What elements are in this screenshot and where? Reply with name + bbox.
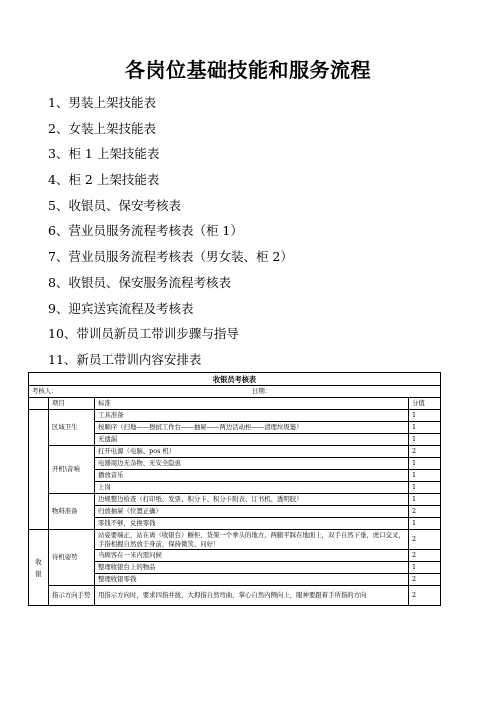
table-title: 收银员考核表: [29, 373, 441, 386]
inspector-label: 考核人：: [32, 387, 58, 395]
score-cell: 1: [409, 562, 441, 574]
standard-cell: 站姿要端正，站在离（收银台）橱柜、货架一个拳头的地方，两腿平踩在地面上，双手自然下垂，虎口交叉，手指相握自然放于身前，保持微笑、问好！: [95, 530, 409, 550]
standard-cell: 整理收银零钱: [95, 574, 409, 586]
group-name: 开机\音响: [49, 446, 95, 494]
toc-item: 6、营业员服务流程考核表（柜 1）: [48, 223, 243, 239]
standard-cell: 整理收银台上的物品: [95, 562, 409, 574]
table-row: [29, 530, 441, 550]
table-row: [29, 494, 441, 506]
toc-item: 3、柜 1 上架技能表: [48, 146, 160, 162]
table-of-contents: [48, 90, 293, 373]
header-score: 分值: [409, 398, 441, 410]
table-row: [29, 586, 441, 606]
score-cell: 1: [409, 482, 441, 494]
standard-cell: 边规整边检查（打印纸、发票、积分卡、积分卡附表、订书机、透明胶）: [95, 494, 409, 506]
toc-item: 5、收银员、保安考核表: [48, 197, 181, 213]
toc-item: 10、带训员新员工带训步骤与指导: [48, 326, 239, 342]
cashier-assessment-table: [28, 372, 441, 606]
toc-item: 4、柜 2 上架技能表: [48, 172, 160, 188]
group-name: 指示方向手势: [49, 586, 95, 606]
score-cell: 2: [409, 586, 441, 606]
header-standard: 标准: [95, 398, 409, 410]
group-name: 区域卫生: [49, 410, 95, 446]
standard-cell: 上岗: [95, 482, 409, 494]
score-cell: 1: [409, 470, 441, 482]
standard-cell: 按顺序（扫地——擦拭工作台——抽屉——两边活动柜——清理垃圾篓）: [95, 422, 409, 434]
score-cell: 1: [409, 422, 441, 434]
standard-cell: 工具准备: [95, 410, 409, 422]
score-cell: 1: [409, 518, 441, 530]
date-label: 日期：: [252, 387, 272, 395]
department-char: 银: [35, 569, 42, 578]
document-title: 各岗位基础技能和服务流程: [125, 58, 371, 82]
standard-cell: 零钱不够，兑换零钱: [95, 518, 409, 530]
header-blank: [29, 398, 49, 410]
toc-item: 2、女装上架技能表: [48, 120, 156, 136]
score-cell: 1: [409, 458, 441, 470]
group-name: 待机姿势: [49, 530, 95, 586]
table-row: [29, 446, 441, 458]
score-cell: 2: [409, 550, 441, 562]
table-header-row: [29, 398, 441, 410]
score-cell: 2: [409, 506, 441, 518]
toc-item: 7、营业员服务流程考核表（男女装、柜 2）: [48, 249, 293, 265]
toc-item: 9、迎宾送宾流程及考核表: [48, 300, 194, 316]
toc-item: 1、男装上架技能表: [48, 95, 156, 110]
group-name: 物料准备: [49, 494, 95, 530]
table-row: [29, 410, 441, 422]
department-char: 收: [35, 557, 42, 566]
toc-item: 11、新员工带训内容安排表: [48, 351, 202, 367]
header-item: 项目: [49, 398, 95, 410]
toc-item: 8、收银员、保安服务流程考核表: [48, 274, 231, 290]
standard-cell: 电器周边无杂物、无安全隐患: [95, 458, 409, 470]
standard-cell: 当顾客在一米内需问候: [95, 550, 409, 562]
department-cell: [29, 530, 49, 606]
score-cell: 2: [409, 574, 441, 586]
dept-blank-cell: [29, 410, 49, 530]
score-cell: 1: [409, 434, 441, 446]
score-cell: 1: [409, 494, 441, 506]
standard-cell: 无遗漏: [95, 434, 409, 446]
standard-cell: 用指示方向时，要求四指并拢，大拇指自然弯曲，掌心自然内侧向上，眼神要跟着手所指的方向: [95, 586, 409, 606]
score-cell: 1: [409, 410, 441, 422]
table-meta-row: [29, 386, 441, 398]
score-cell: 2: [409, 530, 441, 550]
standard-cell: 打开电源（电脑、pos 机）: [95, 446, 409, 458]
score-cell: 2: [409, 446, 441, 458]
standard-cell: 归放抽屉（位置正确）: [95, 506, 409, 518]
standard-cell: 播放音乐: [95, 470, 409, 482]
